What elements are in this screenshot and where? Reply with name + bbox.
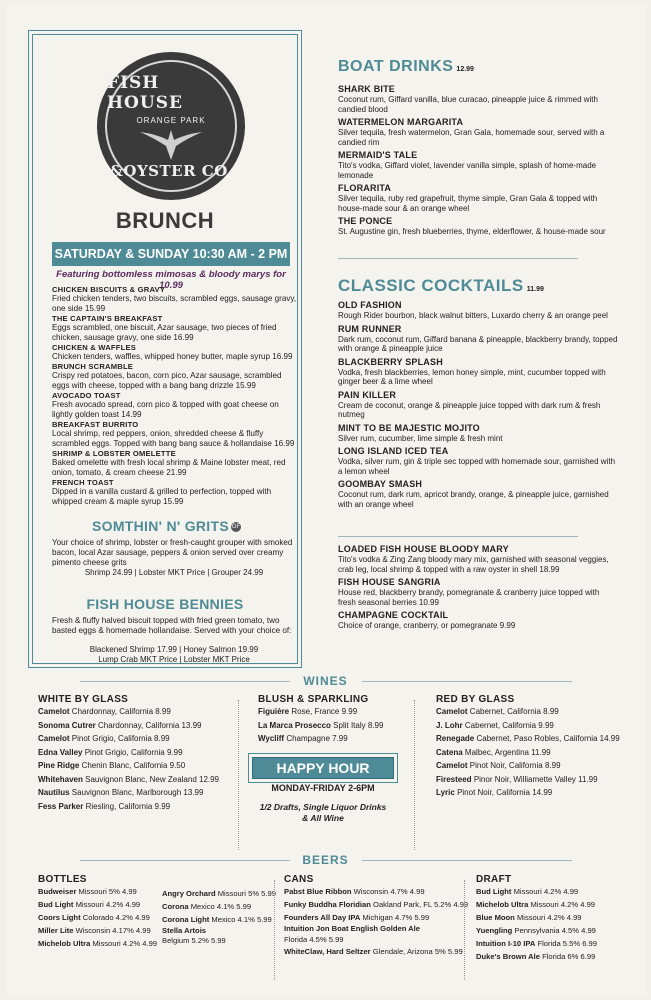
wine-name: Whitehaven — [38, 774, 83, 784]
bottles-column — [38, 874, 168, 950]
bennies-price-line: Lump Crab MKT Price | Lobster MKT Price — [98, 655, 250, 664]
boat-drinks-list — [338, 84, 618, 240]
drink-item — [338, 479, 618, 509]
beer-desc: Oakland Park, FL 5.2% 4.99 — [373, 900, 469, 909]
column-divider — [464, 880, 465, 980]
drink-item — [338, 423, 618, 444]
drink-name: LONG ISLAND ICED TEA — [338, 446, 449, 456]
beer-desc: Missouri 4.2% 4.99 — [75, 900, 141, 909]
item-desc: Fresh avocado spread, corn pico & topped with goat cheese on lightly golden toast 14.99 — [52, 400, 279, 419]
beer-desc: Mexico 4.1% 5.99 — [190, 902, 252, 911]
wine-item — [436, 773, 636, 787]
wine-name: Figuière — [258, 707, 290, 716]
blush-wine-title: BLUSH & SPARKLING — [258, 694, 369, 705]
drink-item — [338, 610, 618, 631]
item-name: SHRIMP & LOBSTER OMELETTE — [52, 449, 176, 458]
boat-drinks-heading — [338, 58, 474, 76]
beer-item — [284, 924, 464, 934]
wine-item — [38, 719, 243, 733]
wine-desc: Pinot Noir, California 14.99 — [457, 788, 553, 797]
wine-item — [436, 759, 636, 773]
wine-name: Lyric — [436, 788, 455, 797]
grits-description: Your choice of shrimp, lobster or fresh-caught grouper with smoked bacon, local Azar sausage, peppers & onion served over creamy pimento cheese grits — [52, 538, 293, 567]
beer-name: Duke's Brown Ale — [476, 952, 540, 961]
beer-name: Michelob Ultra — [38, 939, 91, 948]
beer-item — [162, 913, 282, 926]
fish-house-logo — [97, 52, 245, 200]
beer-desc: Missouri 4.2% 4.99 — [92, 939, 158, 948]
wine-item — [38, 705, 243, 719]
wine-name: Pine Ridge — [38, 761, 80, 770]
drink-name: OLD FASHION — [338, 300, 402, 310]
wine-name: Camelot — [436, 707, 468, 716]
beer-name: Miller Lite — [38, 926, 74, 935]
beer-item — [284, 885, 464, 898]
wine-desc: Chenin Blanc, California 9.50 — [81, 761, 186, 770]
gluten-free-icon: GF — [231, 523, 241, 530]
wine-desc: Sauvignon Blanc, New Zealand 12.99 — [85, 774, 220, 784]
item-desc: Crispy red potatoes, bacon, corn pico, Azar sausage, scrambled eggs with cheese, topped with a bang bang drizzle 15.99 — [52, 371, 282, 390]
beer-name: Coors Light — [38, 913, 81, 922]
section-divider — [338, 536, 578, 537]
menu-item — [52, 314, 298, 343]
bennies-prices — [52, 645, 296, 665]
item-desc: Local shrimp, red peppers, onion, shredded cheese & fluffy scrambled eggs. Topped with bang bang sauce & hollandaise 16.99 — [52, 429, 295, 448]
beer-desc: Missouri 4.2% 4.99 — [516, 913, 582, 922]
red-wine-title: RED BY GLASS — [436, 694, 515, 705]
item-name: CHICKEN & WAFFLES — [52, 343, 136, 352]
beer-desc: Mexico 4.1% 5.99 — [211, 915, 272, 924]
beer-item — [476, 950, 636, 963]
wine-desc: Riesling, California 9.99 — [85, 801, 171, 811]
wine-item — [436, 719, 636, 733]
draft-title: DRAFT — [476, 874, 512, 885]
column-divider — [238, 700, 239, 850]
drink-name: BLACKBERRY SPLASH — [338, 356, 443, 367]
drink-desc: House red, blackberry brandy, pomegranate & cranberry juice topped with fresh seasonal berries 10.99 — [338, 588, 600, 607]
wine-item — [436, 746, 636, 760]
brunch-items — [52, 285, 298, 507]
drink-desc: Rough Rider bourbon, black walnut bitters, Luxardo cherry & an orange peel — [338, 311, 608, 320]
item-name: FRENCH TOAST — [52, 478, 114, 487]
item-name: THE CAPTAIN'S BREAKFAST — [52, 314, 163, 323]
beer-name: Angry Orchard — [162, 889, 216, 898]
beer-desc: Missouri 4.2% 4.99 — [530, 900, 596, 909]
boat-drinks-price: 12.99 — [456, 66, 474, 73]
brunch-hours-banner: SATURDAY & SUNDAY 10:30 AM - 2 PM — [52, 242, 290, 266]
wine-desc: Chardonnay, California 13.99 — [98, 720, 202, 730]
red-wine-column — [436, 694, 636, 800]
beer-name: Budweiser — [38, 887, 77, 896]
beer-item — [38, 911, 168, 924]
bennies-title: FISH HOUSE BENNIES — [86, 596, 244, 612]
beer-name: Corona — [162, 902, 189, 911]
item-name: CHICKEN BISCUITS & GRAVY — [52, 285, 166, 294]
classic-cocktails-heading — [338, 276, 544, 296]
wine-name: Camelot — [38, 707, 70, 716]
beer-name: Yuengling — [476, 926, 513, 935]
classic-cocktails-price: 11.99 — [526, 286, 544, 293]
wine-item — [258, 732, 418, 746]
beer-name: Intuition I-10 IPA — [476, 939, 536, 948]
item-desc: Chicken tenders, waffles, whipped honey butter, maple syrup 16.99 — [52, 352, 293, 361]
wine-desc: Pinot Grigio, California 9.99 — [84, 747, 183, 757]
wine-item — [38, 800, 243, 814]
wine-name: Nautilus — [38, 788, 70, 797]
grits-title: SOMTHIN' N' GRITS — [92, 518, 229, 534]
boat-drinks-title: BOAT DRINKS — [338, 58, 454, 75]
wine-name: Camelot — [38, 734, 70, 743]
wine-desc: Pinot Noir, California 8.99 — [469, 761, 561, 770]
fish-tail-icon — [136, 128, 206, 162]
wine-desc: Cabernet, California 8.99 — [469, 707, 559, 716]
beer-name: Intuition Jon Boat English Golden Ale — [284, 924, 420, 933]
beer-desc: Missouri 5% 4.99 — [78, 887, 137, 896]
bottles-title: BOTTLES — [38, 874, 87, 885]
beer-desc: Florida 6% 6.99 — [542, 952, 596, 961]
drink-name: FISH HOUSE SANGRIA — [338, 577, 441, 587]
wine-desc: Malbec, Argentina 11.99 — [464, 747, 551, 757]
wine-name: Edna Valley — [38, 747, 83, 757]
wine-name: La Marca Prosecco — [258, 720, 331, 730]
drink-name: RUM RUNNER — [338, 323, 402, 334]
bottomless-offer: Featuring bottomless mimosas & bloody marys for 10.99 — [56, 269, 286, 291]
item-name: AVOCADO TOAST — [52, 391, 121, 400]
cans-title: CANS — [284, 874, 314, 885]
drink-desc: St. Augustine gin, fresh blueberries, thyme, elderflower, & house-made sour — [338, 227, 606, 236]
wine-item — [38, 786, 243, 800]
beer-desc: Michigan 4.7% 5.99 — [362, 913, 430, 922]
happy-hour-title: HAPPY HOUR — [252, 757, 394, 779]
beer-name: Michelob Ultra — [476, 900, 529, 909]
drink-name: CHAMPAGNE COCKTAIL — [338, 610, 449, 620]
drink-name: THE PONCE — [338, 216, 393, 226]
drink-item — [338, 324, 618, 354]
beer-item — [476, 924, 636, 937]
specials-list — [338, 544, 618, 634]
brunch-title: BRUNCH — [115, 208, 215, 233]
menu-item — [52, 362, 298, 391]
beer-item — [162, 900, 282, 913]
beer-item — [284, 945, 464, 958]
grits-prices: Shrimp 24.99 | Lobster MKT Price | Grouper 24.99 — [84, 568, 264, 577]
beers-title: BEERS — [302, 853, 349, 867]
beer-desc: Florida 4.5% 5.99 — [284, 935, 344, 944]
drink-desc: Silver tequila, fresh watermelon, Gran Gala, homemade sour, served with a candied rim — [338, 128, 605, 147]
wine-name: Renegade — [436, 734, 475, 743]
item-desc: Fried chicken tenders, two biscuits, scrambled eggs, sausage gravy, one side 15.99 — [52, 294, 297, 313]
wine-desc: Pinor Noir, Williamette Valley 11.99 — [473, 774, 598, 784]
drink-item — [338, 390, 618, 420]
beer-item — [38, 924, 168, 937]
happy-hour-days: MONDAY-FRIDAY 2-6PM — [271, 783, 375, 793]
drink-desc: Dark rum, coconut rum, Giffard banana & pineapple, blackberry brandy, topped with orange & pineapple juice — [338, 334, 618, 353]
logo-text-top: FISH HOUSE — [107, 72, 183, 113]
drink-item — [338, 544, 618, 574]
beer-name: Founders All Day IPA — [284, 913, 361, 922]
beer-item — [476, 885, 636, 898]
wine-desc: Split Italy 8.99 — [333, 720, 384, 730]
cans-column — [284, 874, 469, 958]
column-divider — [274, 880, 275, 980]
beer-desc: Pennsylvania 4.5% 4.99 — [514, 926, 596, 935]
drink-desc: Cream de coconut, orange & pineapple juice topped with dark rum & fresh nutmeg — [338, 400, 601, 419]
wine-item — [436, 732, 636, 746]
wine-desc: Cabernet, Paso Robles, California 14.99 — [476, 734, 620, 743]
item-name: BREAKFAST BURRITO — [52, 420, 139, 429]
wine-item — [38, 732, 243, 746]
drink-item — [338, 577, 618, 607]
beer-item — [284, 934, 464, 945]
drink-desc: Vodka, silver rum, gin & triple sec topped with homemade sour, garnished with a lemon wheel — [338, 457, 616, 476]
beer-desc: Wisconsin 4.7% 4.99 — [353, 887, 425, 896]
beer-item — [476, 911, 636, 924]
wine-desc: Cabernet, California 9.99 — [464, 720, 554, 730]
bennies-price-line: Blackened Shrimp 17.99 | Honey Salmon 19.99 — [89, 645, 259, 654]
beers-rule-right — [362, 860, 572, 861]
drink-desc: Tito's vodka, Giffard violet, lavender vanilla simple, splash of home-made lemonade — [338, 161, 597, 180]
logo-text-location: ORANGE PARK — [136, 115, 206, 125]
happy-hour-desc — [252, 802, 394, 824]
drink-item — [338, 300, 618, 321]
drink-item — [338, 150, 618, 180]
beer-item — [284, 911, 464, 924]
beer-item — [38, 937, 168, 950]
wine-desc: Rose, France 9.99 — [291, 707, 358, 716]
beer-item — [38, 898, 168, 911]
wine-name: Fess Parker — [38, 801, 84, 811]
wine-desc: Sauvignon Blanc, Marlborough 13.99 — [71, 788, 204, 797]
blush-wine-column — [258, 694, 418, 746]
drink-desc: Coconut rum, dark rum, apricot brandy, orange, & pineapple juice, garnished with an orange wheel — [338, 490, 609, 509]
drink-desc: Tito's vodka & Zing Zang bloody mary mix, garnished with seasonal veggies, crab leg, local shrimp & topped with a raw oyster in shell 18.99 — [338, 555, 609, 574]
drink-item — [338, 216, 618, 237]
beer-name: Bud Light — [38, 900, 74, 909]
classic-cocktails-list — [338, 300, 618, 512]
drink-name: FLORARITA — [338, 183, 392, 193]
drink-desc: Choice of orange, cranberry, or pomegranate 9.99 — [338, 621, 516, 630]
drink-item — [338, 117, 618, 147]
wine-name: Firesteed — [436, 774, 472, 784]
white-wine-title: WHITE BY GLASS — [38, 694, 129, 705]
drink-name: MERMAID'S TALE — [338, 150, 418, 160]
menu-item — [52, 391, 298, 420]
drink-name: PAIN KILLER — [338, 389, 397, 400]
wine-name: Sonoma Cutrer — [38, 720, 96, 730]
classic-cocktails-title: CLASSIC COCKTAILS — [338, 276, 524, 295]
menu-item — [52, 285, 298, 314]
draft-column — [476, 874, 636, 963]
grits-heading — [92, 518, 241, 536]
logo-ring — [105, 60, 237, 192]
wine-item — [38, 773, 243, 787]
beer-item — [284, 898, 469, 911]
beer-desc: Florida 5.5% 6.99 — [537, 939, 597, 948]
item-desc: Dipped in a vanilla custard & grilled to perfection, topped with whipped cream & maple syrup 15.99 — [52, 487, 272, 506]
beer-desc: Belgium 5.2% 5.99 — [162, 936, 226, 945]
wine-item — [436, 705, 636, 719]
wine-name: Camelot — [436, 761, 468, 770]
beer-desc: Glendale, Arizona 5% 5.99 — [372, 947, 463, 956]
beer-item — [476, 898, 636, 911]
drink-name: SHARK BITE — [338, 84, 396, 94]
item-name: BRUNCH SCRAMBLE — [52, 362, 134, 371]
menu-item — [52, 420, 298, 449]
bennies-description: Fresh & fluffy halved biscuit topped with fried green tomato, two basted eggs & homemade hollandaise. Served with your choice of: — [52, 616, 292, 635]
item-desc: Eggs scrambled, one biscuit, Azar sausage, two pieces of fried chicken, sausage gravy, one side 16.99 — [52, 323, 277, 342]
wine-name: Catena — [436, 747, 463, 757]
beer-desc: Colorado 4.2% 4.99 — [82, 913, 150, 922]
wine-item — [258, 705, 418, 719]
wine-name: J. Lohr — [436, 720, 463, 730]
wine-name: Wycliff — [258, 734, 285, 743]
drink-name: GOOMBAY SMASH — [338, 479, 423, 489]
happy-hour-line: & All Wine — [302, 813, 344, 823]
beer-name: Blue Moon — [476, 913, 515, 922]
beer-name: Stella Artois — [162, 926, 207, 935]
beer-item — [38, 885, 168, 898]
white-wine-column — [38, 694, 243, 813]
drink-item — [338, 84, 618, 114]
menu-item — [52, 478, 298, 507]
bottles-column-2 — [162, 887, 282, 946]
beer-desc: Missouri 4.2% 4.99 — [513, 887, 579, 896]
beer-item — [476, 937, 636, 950]
wine-item — [38, 759, 243, 773]
beer-desc: Missouri 5% 5.99 — [217, 889, 276, 898]
beer-name: Bud Light — [476, 887, 512, 896]
drink-desc: Silver rum, cucumber, lime simple & fresh mint — [338, 433, 503, 443]
wine-desc: Chardonnay, California 8.99 — [71, 707, 171, 716]
drink-name: MINT TO BE MAJESTIC MOJITO — [338, 422, 480, 433]
wine-desc: Pinot Grigio, California 8.99 — [71, 734, 170, 743]
wine-item — [38, 746, 243, 760]
beer-item — [162, 926, 282, 936]
happy-hour-line: 1/2 Drafts, Single Liquor Drinks — [259, 802, 387, 812]
drink-desc: Coconut rum, Giffard vanilla, blue curacao, pineapple juice & rimmed with candied blood — [338, 95, 598, 114]
wines-rule-right — [362, 681, 572, 682]
drink-name: WATERMELON MARGARITA — [338, 117, 464, 127]
wine-item — [436, 786, 636, 800]
wines-title: WINES — [303, 674, 348, 688]
section-divider — [338, 258, 578, 259]
beer-item — [162, 936, 282, 946]
beer-name: Pabst Blue Ribbon — [284, 887, 352, 896]
drink-desc: Vodka, fresh blackberries, lemon honey simple, mint, cucumber topped with ginger beer & a lime wheel — [338, 367, 606, 386]
beer-name: WhiteClaw, Hard Seltzer — [284, 947, 371, 956]
beer-desc: Wisconsin 4.17% 4.99 — [75, 926, 151, 935]
menu-item — [52, 449, 298, 478]
beer-name: Funky Buddha Floridian — [284, 900, 371, 909]
column-divider — [414, 700, 415, 850]
drink-item — [338, 357, 618, 387]
drink-item — [338, 183, 618, 213]
drink-desc: Silver tequila, ruby red grapefruit, thyme simple, Gran Gala & topped with house-made sour & an orange wheel — [338, 194, 598, 213]
logo-text-bottom: &OYSTER CO. — [109, 161, 233, 180]
beer-item — [162, 887, 282, 900]
wine-desc: Champagne 7.99 — [286, 734, 348, 743]
beer-name: Corona Light — [162, 915, 210, 924]
drink-name: LOADED FISH HOUSE BLOODY MARY — [338, 544, 509, 554]
menu-item — [52, 343, 298, 362]
wine-item — [258, 719, 418, 733]
item-desc: Baked omelette with fresh local shrimp & Maine lobster meat, red onion, tomato, & cream cheese 21.99 — [52, 458, 286, 477]
drink-item — [338, 446, 618, 476]
